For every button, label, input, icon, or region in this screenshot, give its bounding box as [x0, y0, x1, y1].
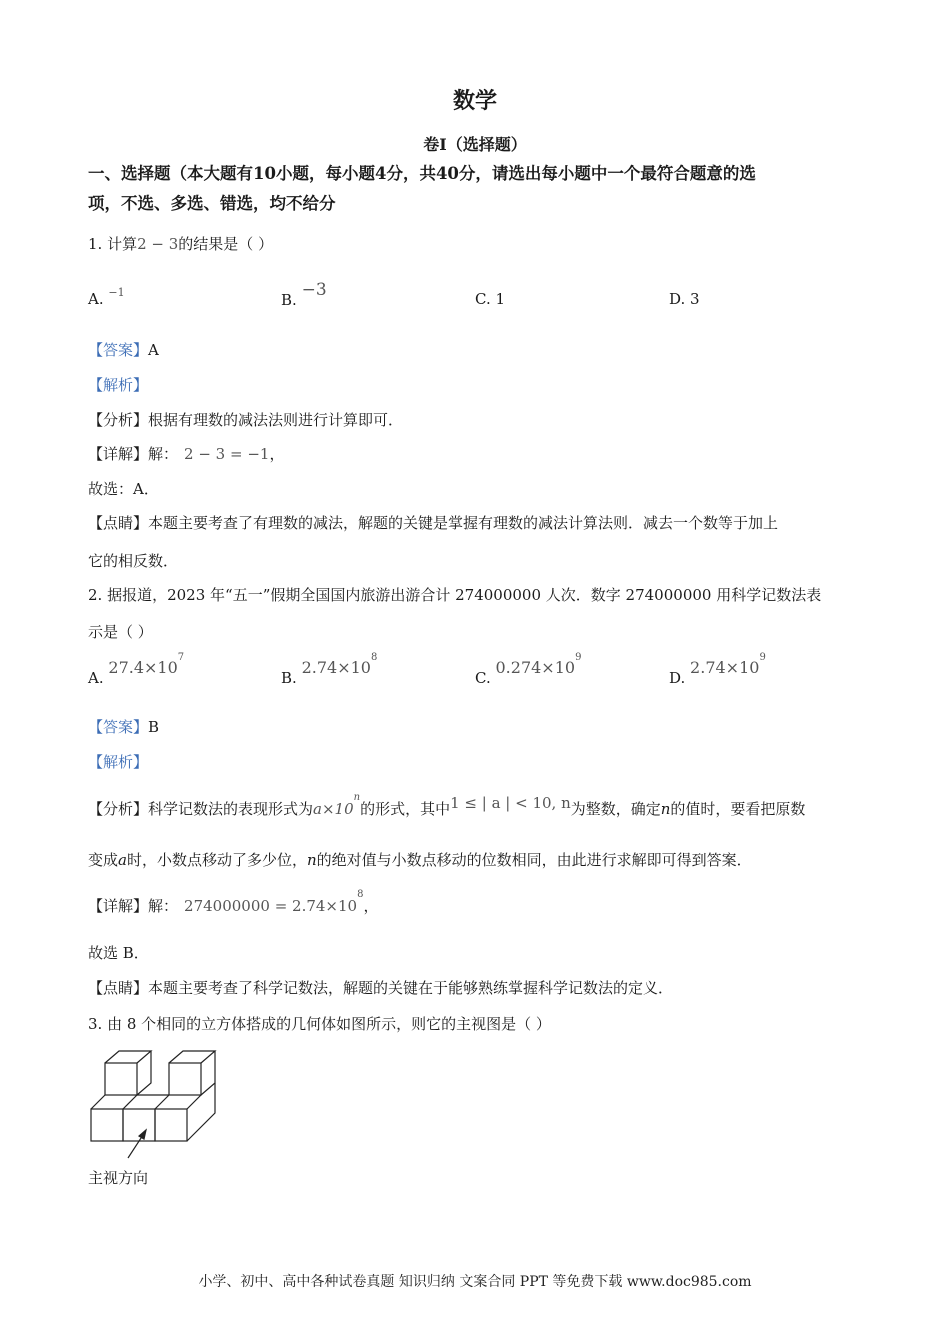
- q1-comment-line2: 它的相反数．: [88, 552, 179, 570]
- q1-stem: 1. 计算2 − 3的结果是（ ）: [88, 235, 274, 253]
- page-title: 数学: [452, 88, 497, 114]
- q1-option-d: D. 3: [669, 290, 700, 308]
- q2-option-a: A. $27.4\times 10^7$: [88, 652, 185, 687]
- q1-answer: 【答案】A: [88, 341, 159, 359]
- q2-detail: 【详解】解： $274000000 = 2.74\times 10^8$，: [88, 889, 379, 915]
- q2-stem-line1: 2. 据报道，2023 年“五一”假期全国国内旅游出游合计 274000000 人次．数字 274000000 用科学记数法表: [88, 586, 822, 604]
- section-heading-line1: 一、选择题（本大题有10小题，每小题4分，共40分，请选出每小题中一个最符合题意的选: [88, 164, 756, 183]
- q2-stem-line2: 示是（ ）: [88, 623, 153, 641]
- q2-choose: 故选 B．: [88, 944, 149, 962]
- q2-option-b: B. $2.74\times 10^8$: [281, 652, 378, 687]
- volume-title: 卷Ⅰ（选择题）: [423, 135, 527, 154]
- cube-stack-icon: [88, 1050, 238, 1160]
- q1-detail: 【详解】解： 2 − 3 = −1，: [88, 445, 285, 463]
- q1-fenxi: 【分析】根据有理数的减法法则进行计算即可．: [88, 411, 404, 429]
- section-heading-line2: 项，不选、多选、错选，均不给分: [88, 194, 336, 213]
- q2-option-d: D. $2.74\times 10^9$: [669, 652, 766, 687]
- page-footer: 小学、初中、高中各种试卷真题 知识归纳 文案合同 PPT 等免费下载 www.doc985.com: [198, 1274, 752, 1290]
- q1-analysis-tag: 【解析】: [88, 376, 149, 394]
- q3-figure-caption: 主视方向: [88, 1169, 149, 1187]
- q1-comment-line1: 【点睛】本题主要考查了有理数的减法，解题的关键是掌握有理数的减法计算法则．减去一个数等于加上: [88, 514, 779, 532]
- q1-choose: 故选：A．: [88, 480, 159, 498]
- q1-stem-math: 2 − 3: [137, 235, 179, 253]
- q2-answer: 【答案】B: [88, 718, 160, 736]
- q3-stem: 3. 由 8 个相同的立方体搭成的几何体如图所示，则它的主视图是（ ）: [88, 1015, 551, 1033]
- q2-analysis-tag: 【解析】: [88, 753, 149, 771]
- q1-option-b: B. −3: [281, 280, 327, 309]
- q1-option-a: A. $^{-1}$: [88, 286, 125, 308]
- q2-option-c: C. $0.274\times 10^9$: [475, 652, 582, 687]
- q1-option-c: C. 1: [475, 290, 506, 308]
- q2-comment: 【点睛】本题主要考查了科学记数法，解题的关键在于能够熟练掌握科学记数法的定义．: [88, 979, 674, 997]
- q3-figure-svg: [88, 1050, 238, 1164]
- q2-fenxi-line1: 【分析】科学记数法的表现形式为$a\times 10^n$的形式，其中1 ≤ | a | < 10, n为整数，确定n的值时，要看把原数: [88, 792, 806, 818]
- q2-fenxi-line2: 变成a时，小数点移动了多少位，n的绝对值与小数点移动的位数相同，由此进行求解即可得到答案．: [88, 851, 752, 869]
